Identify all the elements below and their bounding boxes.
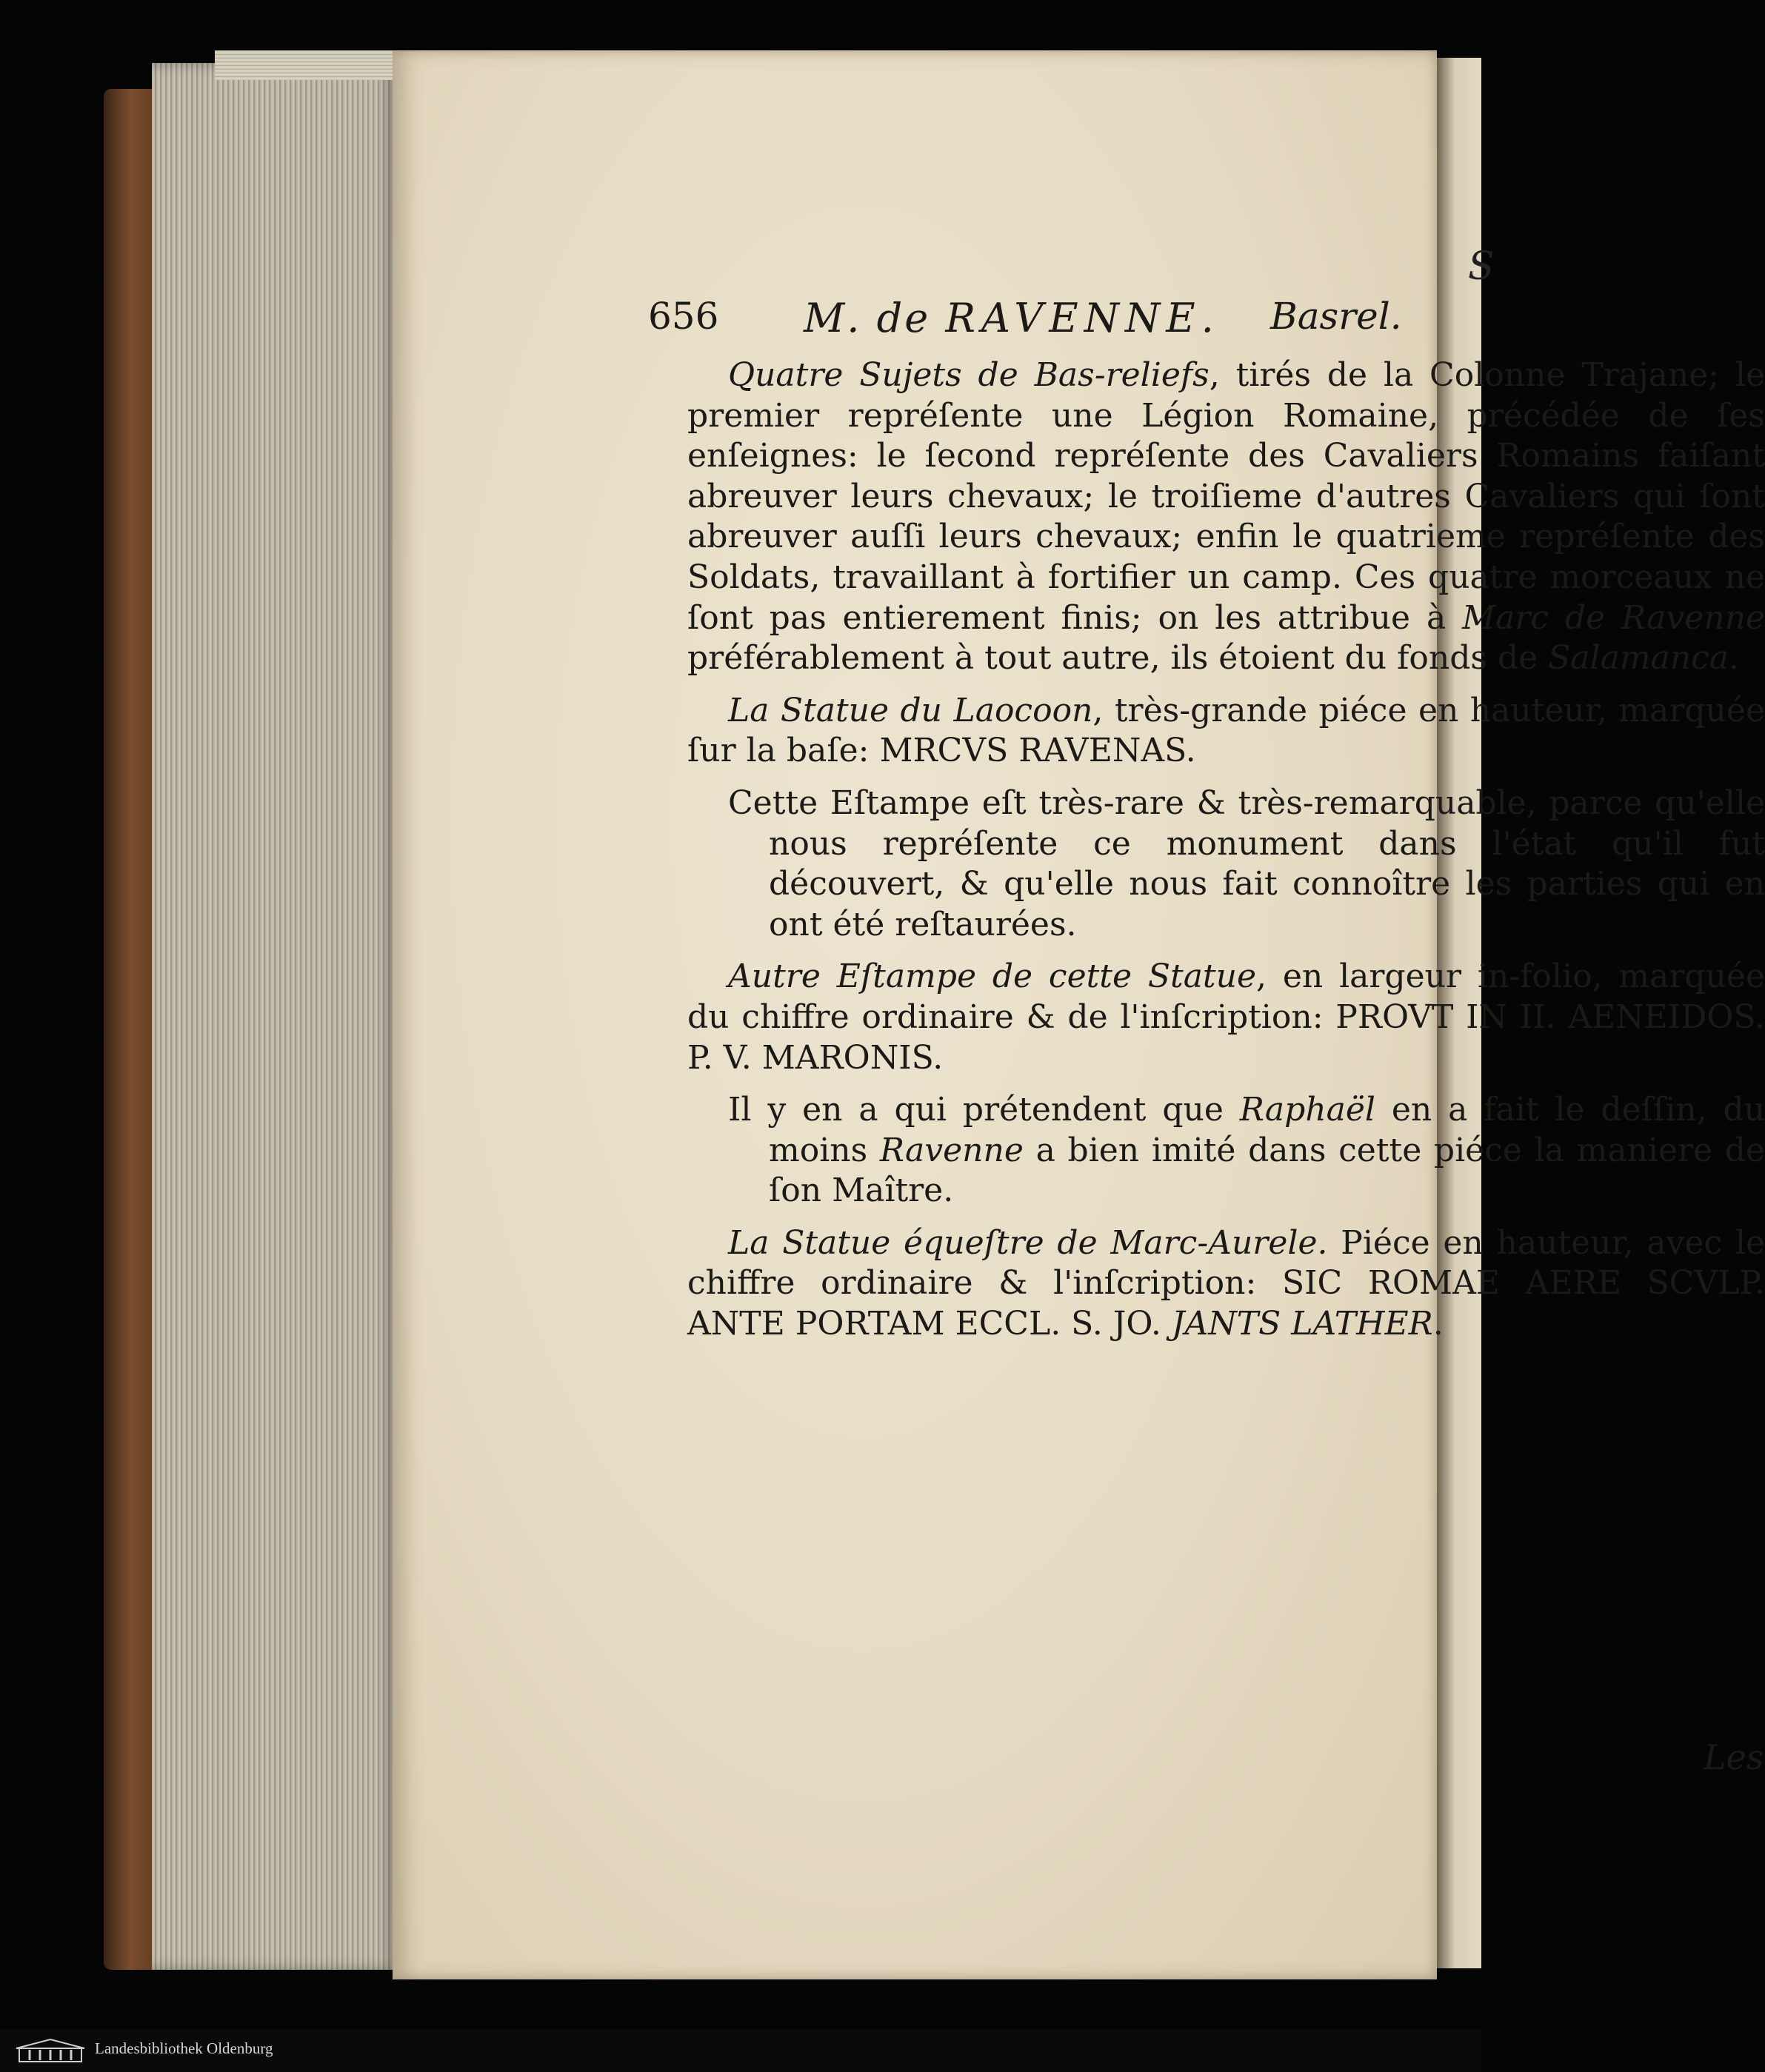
- note-laocoon: [728, 783, 1765, 945]
- page-header: [393, 295, 1437, 347]
- body-text: [687, 355, 1765, 1357]
- entry-title: Quatre Sujets de Bas-reliefs: [728, 356, 1210, 394]
- note-text: Il y en a qui prétendent que: [728, 1091, 1240, 1129]
- library-name: Landesbibliothek Oldenburg: [95, 2039, 273, 2057]
- running-head-prefix: M. de: [804, 295, 946, 341]
- paragraph-laocoon: [687, 691, 1765, 772]
- note-raphael: [728, 1090, 1765, 1212]
- entry-title: La Statue du Laocoon: [728, 691, 1093, 729]
- entry-text: , tirés de la Colonne Trajane; le premier repréſente une Légion Romaine, précédée de ſes enſeignes: le ſecond repréſente des Cavaliers Romains faiſant abreuver leurs chevaux; le troiſieme d'autres Cavaliers qui ſont abreuver auſſi leurs chevaux; enfin le quatrieme repréſente des Soldats, travaillant à fortifier un camp. Ces quatre morceaux ne ſont pas entierement finis; on les attribue à: [687, 356, 1765, 637]
- entry-text: .: [1729, 639, 1739, 678]
- entry-title: La Statue équeſtre de Marc-Aurele.: [728, 1223, 1328, 1262]
- page-number: 656: [648, 295, 719, 338]
- entry-text: , en largeur in-folio, marquée du chiffre ordinaire & de l'inſcription: PROVT IN II. AENEIDOS. P. V. MARONIS.: [687, 958, 1765, 1077]
- facing-page-letter: S: [1468, 244, 1495, 289]
- section-label: Basrel.: [1270, 295, 1402, 338]
- place-name: Salamanca: [1548, 639, 1729, 678]
- running-head-name: RAVENNE.: [945, 295, 1220, 341]
- note-text: Cette Eſtampe eſt très-rare & très-remarquable, parce qu'elle nous repréſente ce monument dans l'état qu'il fut découvert, & qu'elle nous fait connoître les parties qui en ont été reſtaurées.: [728, 783, 1765, 943]
- artist-name: Ravenne: [879, 1131, 1024, 1169]
- paragraph-autre-estampe: [687, 957, 1765, 1078]
- running-head: [804, 295, 1220, 341]
- paragraph-bas-reliefs: [687, 355, 1765, 679]
- page-block-edges: [152, 63, 396, 1970]
- library-footer: [0, 2029, 1481, 2072]
- catchword: Les: [1704, 1737, 1764, 1777]
- note-text: en a fait le deſſin, du moins: [769, 1091, 1765, 1169]
- entry-text: Piéce en hauteur, avec le chiffre ordinaire & l'inſcription: SIC ROMAE AERE SCVLP. ANTE PORTAM ECCL. S. JO.: [687, 1223, 1765, 1343]
- artist-name: Marc de Ravenne: [1462, 598, 1765, 637]
- entry-text: préférablement à tout autre, ils étoient du fonds de: [687, 639, 1549, 678]
- artist-name: JANTS LATHER: [1171, 1305, 1433, 1343]
- book-page: [393, 50, 1765, 1979]
- note-text: a bien imité dans cette piéce la maniere de ſon Maître.: [769, 1131, 1765, 1210]
- artist-name: Raphaël: [1239, 1091, 1375, 1129]
- entry-text: , très-grande piéce en hauteur, marquée ſur la baſe: MRCVS RAVENAS.: [687, 691, 1765, 770]
- page-top-edge: [215, 50, 400, 80]
- paragraph-marc-aurele: [687, 1223, 1765, 1345]
- library-building-icon: [13, 2038, 87, 2063]
- entry-text: .: [1432, 1305, 1444, 1343]
- entry-title: Autre Eſtampe de cette Statue: [728, 958, 1256, 996]
